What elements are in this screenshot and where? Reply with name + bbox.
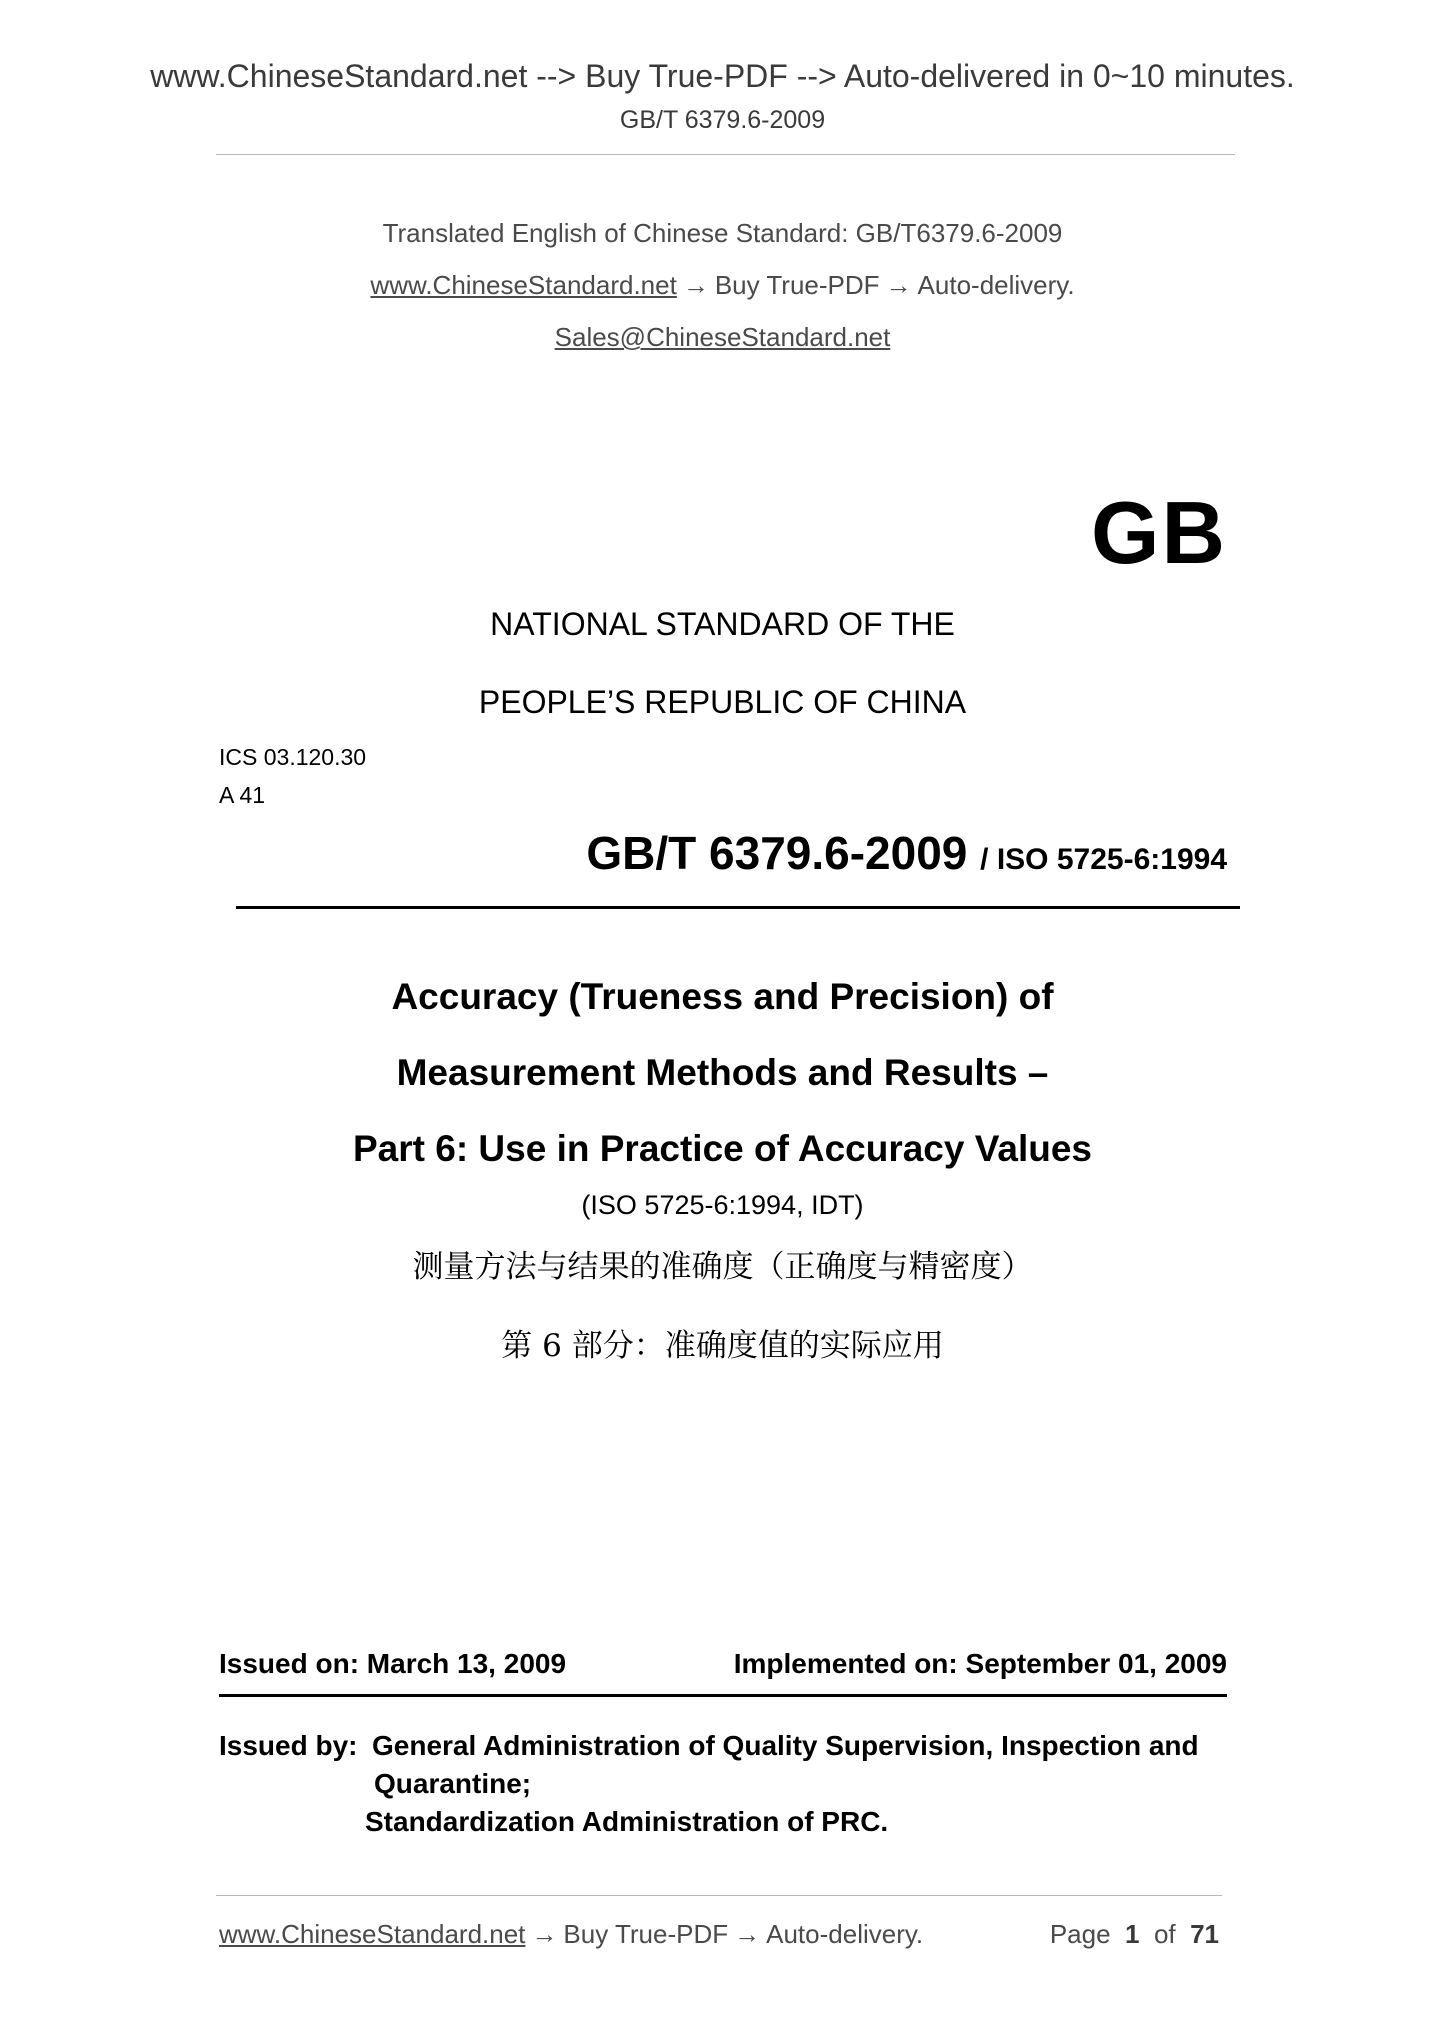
translation-links bbox=[0, 270, 1445, 301]
site-link[interactable]: www.ChineseStandard.net bbox=[370, 270, 677, 300]
national-standard-line2: PEOPLE’S REPUBLIC OF CHINA bbox=[478, 684, 967, 720]
ics-code: ICS 03.120.30 bbox=[219, 744, 367, 770]
page-of: of bbox=[1153, 1919, 1176, 1949]
title-divider bbox=[236, 906, 1240, 909]
translation-notice: Translated English of Chinese Standard: GB/T6379.6-2009 bbox=[382, 218, 1063, 248]
auto-delivery-text: Auto-delivery. bbox=[917, 270, 1075, 300]
sales-email-link[interactable]: Sales@ChineseStandard.net bbox=[554, 322, 891, 352]
chinese-title-1: 测量方法与结果的准确度（正确度与精密度） bbox=[412, 1249, 1033, 1285]
header-divider bbox=[216, 154, 1235, 155]
footer-links bbox=[219, 1919, 923, 1950]
right-arrow-icon: → bbox=[734, 1919, 761, 1949]
issued-by-line-1: General Administration of Quality Supervision, Inspection and bbox=[372, 1730, 1199, 1761]
header-banner: www.ChineseStandard.net --> Buy True-PDF --> Auto-delivered in 0~10 minutes. bbox=[150, 58, 1295, 94]
footer-site-link[interactable]: www.ChineseStandard.net bbox=[219, 1919, 526, 1949]
page-total: 71 bbox=[1190, 1919, 1219, 1949]
issued-divider bbox=[219, 1694, 1227, 1697]
iso-reference: / ISO 5725-6:1994 bbox=[980, 843, 1227, 876]
footer-divider bbox=[216, 1895, 1222, 1896]
right-arrow-icon: → bbox=[531, 1919, 558, 1949]
title-line-2: Measurement Methods and Results – bbox=[396, 1052, 1049, 1093]
header-standard-code: GB/T 6379.6-2009 bbox=[619, 106, 826, 134]
standard-number-main: GB/T 6379.6-2009 bbox=[586, 827, 968, 879]
buy-text: Buy True-PDF bbox=[714, 270, 880, 300]
implemented-on: Implemented on: September 01, 2009 bbox=[733, 1648, 1227, 1679]
issued-by-line-2: Quarantine; bbox=[374, 1768, 532, 1799]
ccs-code: A 41 bbox=[219, 782, 266, 808]
issued-by-line-3: Standardization Administration of PRC. bbox=[365, 1806, 889, 1837]
issued-on: Issued on: March 13, 2009 bbox=[219, 1648, 567, 1679]
issued-by-label: Issued by: bbox=[219, 1730, 358, 1761]
gb-logo: GB bbox=[1091, 483, 1227, 582]
iso-idt-note: (ISO 5725-6:1994, IDT) bbox=[581, 1190, 864, 1220]
title-line-1: Accuracy (Trueness and Precision) of bbox=[391, 976, 1054, 1017]
right-arrow-icon: → bbox=[885, 270, 912, 300]
standard-number bbox=[586, 826, 1227, 880]
footer-auto-text: Auto-delivery. bbox=[766, 1919, 924, 1949]
right-arrow-icon: → bbox=[682, 270, 709, 300]
chinese-title-2: 第 6 部分：准确度值的实际应用 bbox=[501, 1328, 944, 1364]
page-label: Page bbox=[1049, 1919, 1111, 1949]
page-current: 1 bbox=[1125, 1919, 1140, 1949]
national-standard-line1: NATIONAL STANDARD OF THE bbox=[490, 606, 955, 642]
sales-email-line bbox=[0, 322, 1445, 353]
page-indicator bbox=[1050, 1919, 1219, 1950]
title-line-3: Part 6: Use in Practice of Accuracy Values bbox=[353, 1128, 1092, 1169]
footer-buy-text: Buy True-PDF bbox=[563, 1919, 729, 1949]
